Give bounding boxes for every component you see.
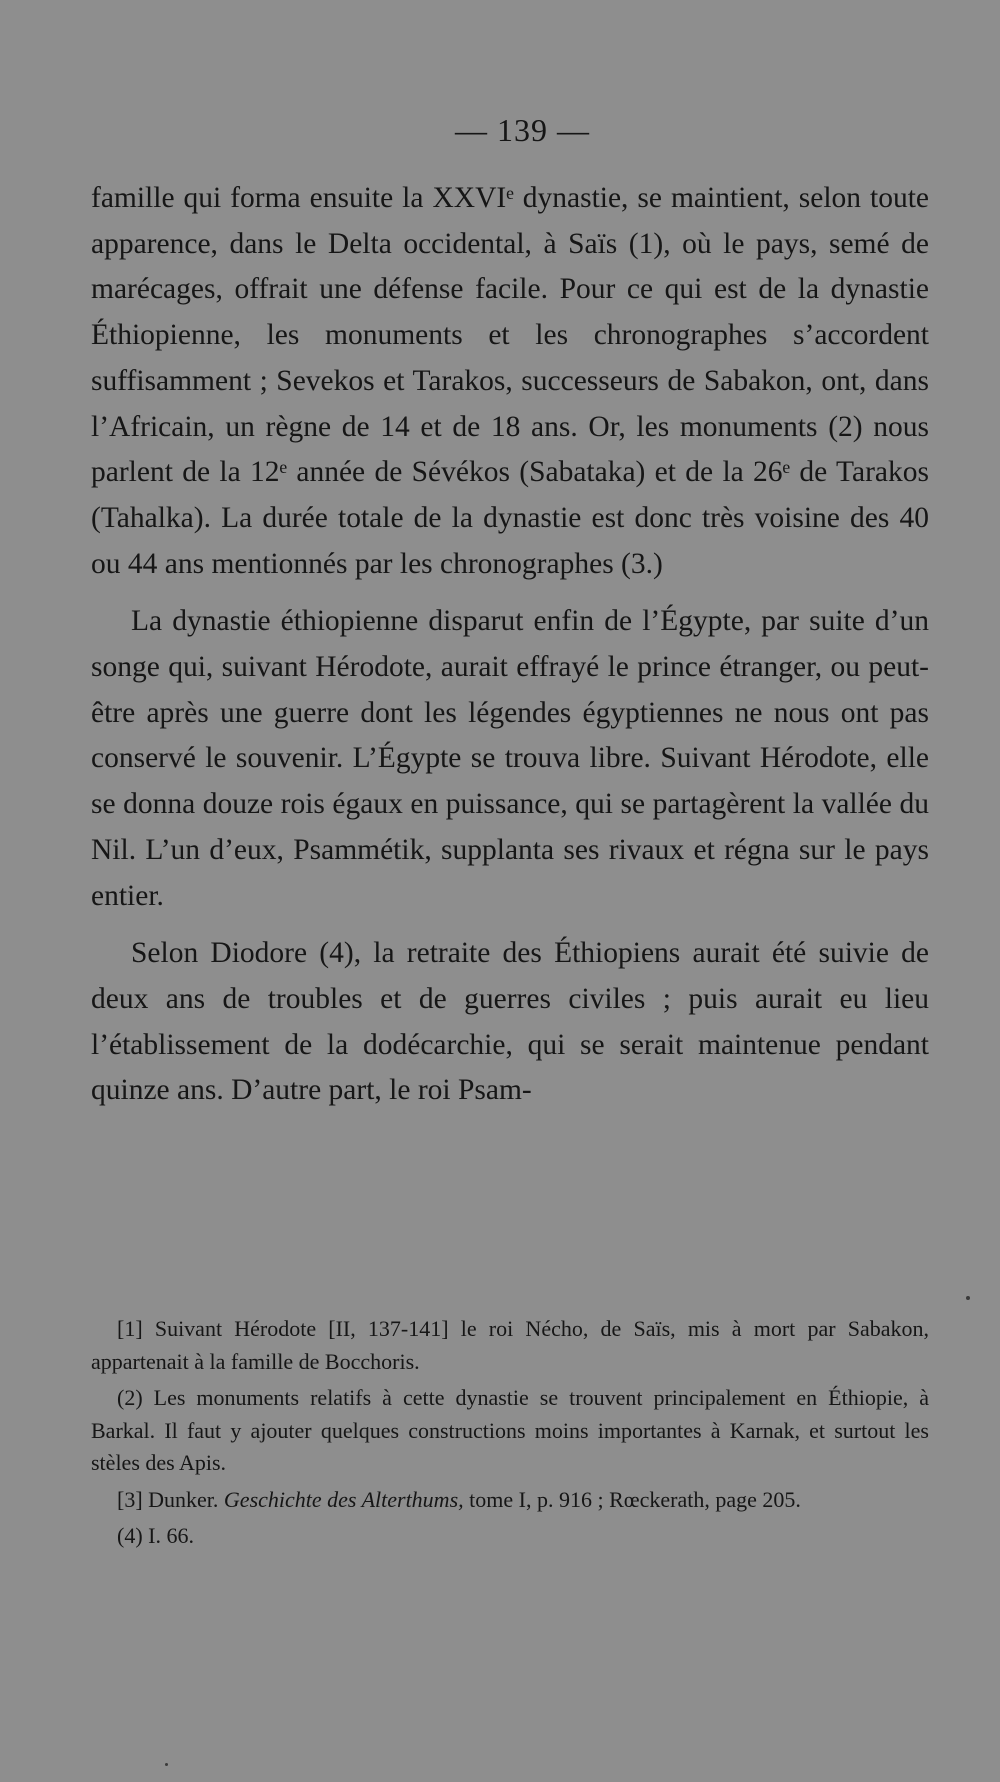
footnote-4: (4) I. 66.	[117, 1523, 194, 1548]
footnote-3	[91, 1484, 929, 1517]
footnote-3-prefix: [3] Dunker.	[117, 1486, 219, 1512]
footnotes	[91, 1313, 929, 1553]
paragraph-1: famille qui forma ensuite la XXVIᵉ dynastie, se maintient, selon toute apparence, dans le Delta occidental, à Saïs (1), où le pays, semé de marécages, offrait une défense facile. Pour ce qui est de la dynastie Éthiopienne, les monuments et les chronographes s’accordent suffisamment ; Sevekos et Tarakos, successeurs de Sabakon, ont, dans l’Africain, un règne de 14 et de 18 ans. Or, les monuments (2) nous parlent de la 12ᵉ année de Sévékos (Sabataka) et de la 26ᵉ de Tarakos (Tahalka). La durée totale de la dynastie est donc très voisine des 40 ou 44 ans mentionnés par les chronographes (3.)	[91, 182, 929, 580]
paragraph-2: La dynastie éthiopienne disparut enfin de l’Égypte, par suite d’un songe qui, suivant Hérodote, aurait effrayé le prince étranger, ou peut-être après une guerre dont les légendes égyptiennes ne nous ont pas conservé le souvenir. L’Égypte se trouva libre. Suivant Hérodote, elle se donna douze rois égaux en puissance, qui se partagèrent la vallée du Nil. L’un d’eux, Psammétik, supplanta ses rivaux et régna sur le pays entier.	[91, 605, 929, 912]
footnote-1: [1] Suivant Hérodote [II, 137-141] le roi Nécho, de Saïs, mis à mort par Sabakon, appartenait à la famille de Bocchoris.	[91, 1316, 929, 1374]
main-text	[91, 176, 929, 1114]
page-number: — 139 —	[455, 112, 590, 148]
paragraph-3: Selon Diodore (4), la retraite des Éthiopiens aurait été suivie de deux ans de troubles et de guerres civiles ; puis aurait eu lieu l’établissement de la dodécarchie, qui se serait maintenue pendant quinze ans. D’autre part, le roi Psam-	[91, 937, 929, 1107]
footnote-3-suffix: tome I, p. 916 ; Rœckerath, page 205.	[469, 1486, 801, 1512]
footnote-3-title: Geschichte des Alterthums,	[223, 1486, 464, 1512]
paper-speck	[966, 1296, 970, 1300]
footnote-2: (2) Les monuments relatifs à cette dynastie se trouvent principalement en Éthiopie, à Barkal. Il faut y ajouter quelques constructions moins importantes à Karnak, et surtout les stèles des Apis.	[91, 1385, 929, 1475]
paper-speck	[165, 1763, 168, 1766]
